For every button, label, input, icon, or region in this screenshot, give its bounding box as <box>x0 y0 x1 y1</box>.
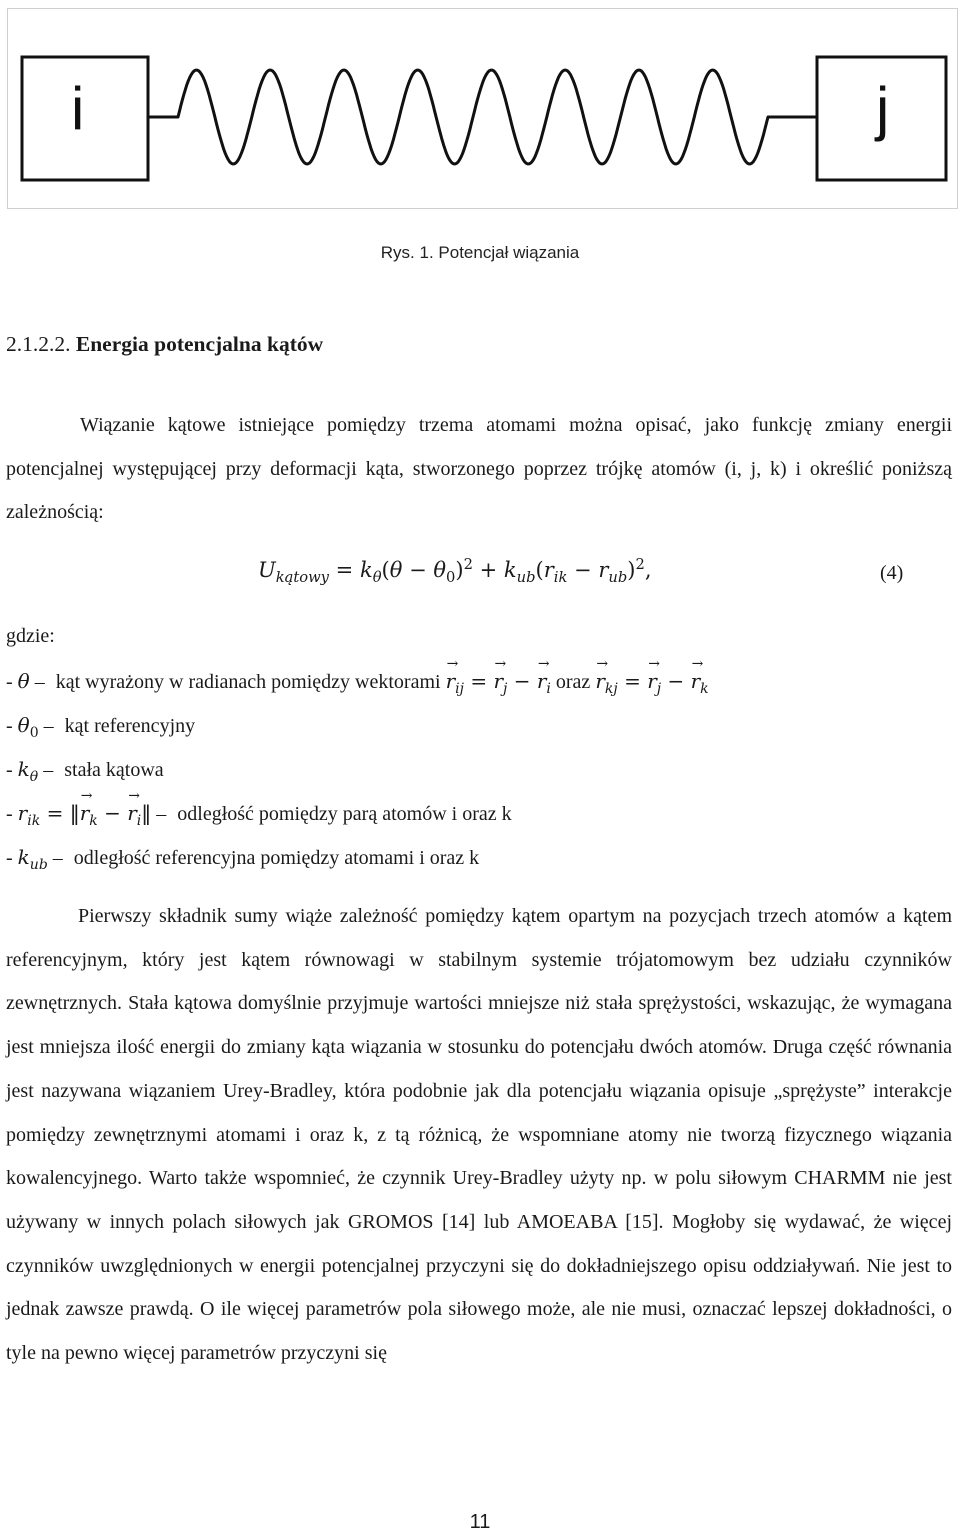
definition-kub-text: odległość referencyjna pomiędzy atomami i oraz k <box>73 847 480 869</box>
angle-energy-equation: $U_{kątowy} = k_\theta(\theta - \theta_0)^2 + k_{ub}(r_{ik} - r_{ub})^2$, <box>258 556 652 587</box>
vector-rij-formula: → $r_{ij}$ = → $r_j$ − → $r_i$ <box>446 669 551 693</box>
definition-theta0: - $\theta_0$ – kąt referencyjny <box>6 713 196 741</box>
kub-symbol: $k_{ub}$ <box>17 845 48 873</box>
atom-i-label: i <box>71 75 85 142</box>
definition-kub: - $k_{ub}$ – odległość referencyjna pomiędzy atomami i oraz k <box>6 845 480 873</box>
vector-rkj-formula: → $r_{kj}$ = → $r_j$ − → $r_k$ <box>595 669 708 693</box>
rik-formula: $r_{ik}$ = ‖→ $r_k$ − → $r_i‖$ <box>18 801 152 825</box>
definition-bullet: - <box>6 671 13 693</box>
where-label: gdzie: <box>6 625 55 647</box>
atom-i-box <box>22 57 148 180</box>
definition-theta-conj: oraz <box>555 671 591 693</box>
definition-ktheta-text: stała kątowa <box>64 759 164 781</box>
definition-theta0-text: kąt referencyjny <box>64 715 196 737</box>
definition-theta-text: kąt wyrażony w radianach pomiędzy wektorami <box>55 671 441 693</box>
section-heading <box>6 332 323 357</box>
equation-row <box>0 558 960 598</box>
spring-diagram <box>8 9 959 210</box>
theta-symbol: θ <box>17 669 30 693</box>
definition-bullet: - <box>6 715 13 737</box>
definition-rik-text: odległość pomiędzy parą atomów i oraz k <box>177 803 512 825</box>
equation-number: (4) <box>880 562 904 584</box>
intro-paragraph <box>6 404 952 535</box>
definition-ktheta: - $k_\theta$ – stała kątowa <box>6 757 164 785</box>
definition-bullet: - <box>6 759 13 781</box>
definition-bullet: - <box>6 847 13 869</box>
body-paragraph: Pierwszy składnik sumy wiąże zależność pomiędzy kątem opartym na pozycjach trzech atomów a kątem referencyjnym, który jest kątem równowagi w stabilnym systemie trójatomowym bez udziału czynników zewnętrznych. Stała kątowa domyślnie przyjmuje wartości mniejsze niż stała sprężystości, wskazując, że wymagana jest mniejsza ilość energii do zmiany kąta wiązania w stosunku do potencjału dwóch atomów. Druga część równania jest nazywana wiązaniem Urey-Bradley, która podobnie jak dla potencjału wiązania opisuje „sprężyste” interakcje pomiędzy zewnętrznymi atomami i oraz k, z tą różnicą, że wspomniane atomy nie tworzą fizycznego wiązania kowalencyjnego. Warto także wspomnieć, że czynnik Urey-Bradley użyty np. w polu siłowym CHARMM nie jest używany w innych polach siłowych jak GROMOS [14] lub AMOEABA [15]. Mogłoby się wydawać, że więcej czynników uwzględnionych w energii potencjalnej przyczyni się do dokładniejszego opisu oddziaływań. Nie jest to jednak zawsze prawdą. O ile więcej parametrów pola siłowego może, ale nie musi, oznaczać lepszej dokładności, o tyle na pewno więcej parametrów przyczyni się <box>6 905 952 1365</box>
section-title: Energia potencjalna kątów <box>75 332 324 356</box>
spring-line <box>148 70 817 164</box>
definition-rik: - $r_{ik}$ = ‖→ $r_k$ − → $r_i‖$ – odległość pomiędzy parą atomów i oraz k <box>6 801 512 826</box>
section-number: 2.1.2.2. <box>6 332 71 356</box>
ktheta-symbol: $k_\theta$ <box>17 757 39 785</box>
atom-j-label: j <box>876 75 890 142</box>
figure-caption: Rys. 1. Potencjał wiązania <box>380 243 580 262</box>
bond-potential-figure <box>7 8 958 209</box>
definition-theta: - θ – kąt wyrażony w radianach pomiędzy wektorami → $r_{ij}$ = → $r_j$ − → $r_i$ oraz → $r_{kj}$ = → $r_j$ − → $r_k$ <box>6 669 709 694</box>
definition-bullet: - <box>6 803 13 825</box>
page-number: 11 <box>469 1511 491 1533</box>
theta0-symbol: $\theta_0$ <box>17 713 39 741</box>
intro-paragraph-text: Wiązanie kątowe istniejące pomiędzy trzema atomami można opisać, jako funkcję zmiany energii potencjalnej występującej przy deformacji kąta, stworzonego poprzez trójkę atomów (i, j, k) i określić poniższą zależnością: <box>6 414 952 524</box>
